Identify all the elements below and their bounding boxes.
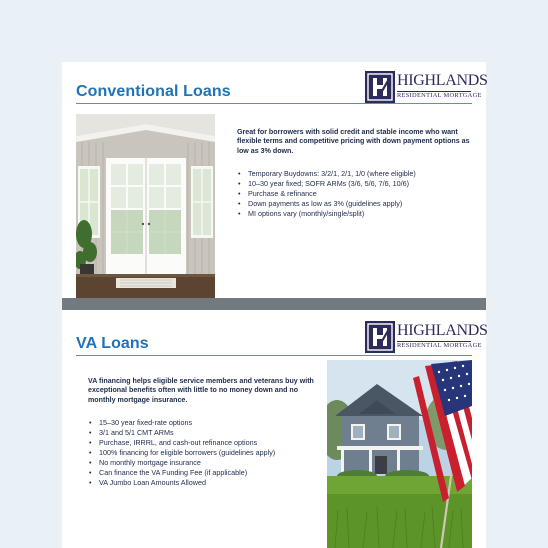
list-item: • 10–30 year fixed; SOFR ARMs (3/6, 5/6, 7/6, 10/6) bbox=[237, 179, 416, 189]
list-item: • 100% financing for eligible borrowers (guidelines apply) bbox=[88, 448, 275, 458]
slide-va-loans bbox=[62, 310, 486, 548]
list-item: • VA Jumbo Loan Amounts Allowed bbox=[88, 478, 275, 488]
slide-title: Conventional Loans bbox=[76, 83, 231, 100]
logo-tagline: RESIDENTIAL MORTGAGE bbox=[397, 92, 482, 99]
slide-conventional-loans bbox=[62, 62, 486, 299]
list-item: • No monthly mortgage insurance bbox=[88, 458, 275, 468]
logo-tagline: RESIDENTIAL MORTGAGE bbox=[397, 342, 482, 349]
list-item: • MI options vary (monthly/single/split) bbox=[237, 209, 416, 219]
highlands-h-logo-icon bbox=[365, 71, 395, 103]
list-item: • 15–30 year fixed-rate options bbox=[88, 418, 275, 428]
list-item: • Down payments as low as 3% (guidelines apply) bbox=[237, 199, 416, 209]
list-item: • 3/1 and 5/1 CMT ARMs bbox=[88, 428, 275, 438]
slide-divider bbox=[62, 298, 486, 310]
list-item: • Purchase, IRRRL, and cash-out refinance options bbox=[88, 438, 275, 448]
list-item: • Can finance the VA Funding Fee (if applicable) bbox=[88, 468, 275, 478]
highlands-h-logo-icon bbox=[365, 321, 395, 353]
highlands-logo bbox=[365, 321, 488, 357]
feature-list bbox=[237, 169, 416, 219]
list-item: • Temporary Buydowns: 3/2/1, 2/1, 1/0 (where eligible) bbox=[237, 169, 416, 179]
intro-text: VA financing helps eligible service members and veterans buy with exceptional benefits often with little to no money down and no monthly mortgage insurance. bbox=[88, 377, 314, 404]
feature-list bbox=[88, 418, 275, 488]
logo-wordmark: HIGHLANDS bbox=[397, 72, 488, 89]
intro-text: Great for borrowers with solid credit and stable income who want flexible terms and competitive pricing with down payment options as low as 3% down. bbox=[237, 128, 470, 155]
french-doors-illustration bbox=[76, 114, 215, 299]
slide-title: VA Loans bbox=[76, 335, 149, 352]
french-doors-photo bbox=[76, 114, 215, 299]
house-flag-illustration bbox=[327, 360, 472, 548]
logo-wordmark: HIGHLANDS bbox=[397, 322, 488, 339]
house-flag-photo bbox=[327, 360, 472, 548]
highlands-logo bbox=[365, 71, 488, 107]
list-item: • Purchase & refinance bbox=[237, 189, 416, 199]
